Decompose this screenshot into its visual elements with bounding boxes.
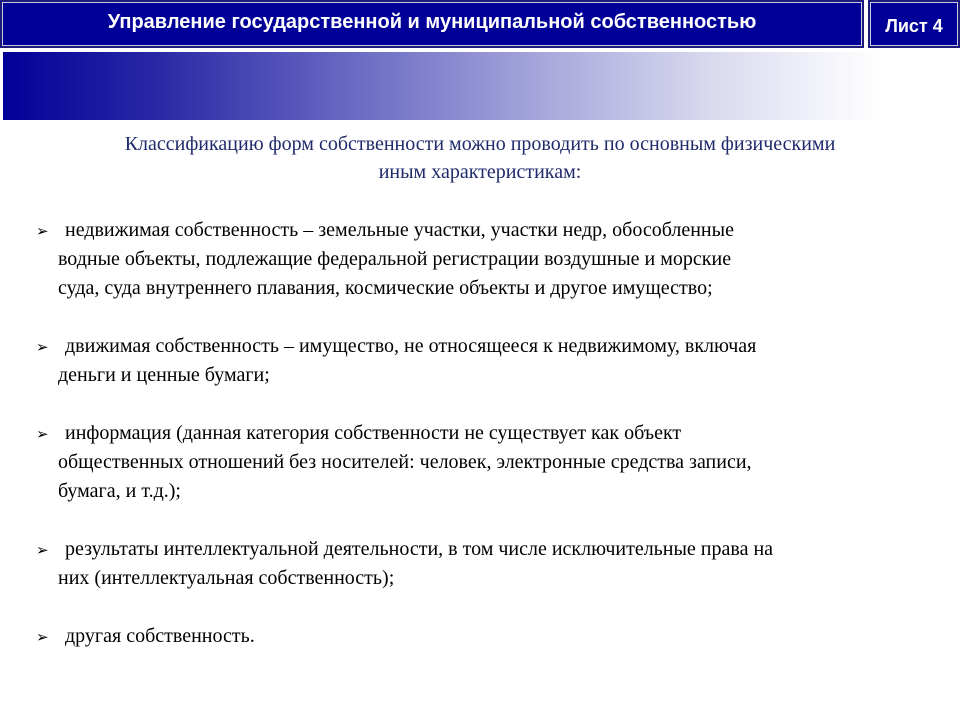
list-item-line: информация (данная категория собственности не существует как объект	[65, 422, 682, 444]
list-item-line: недвижимая собственность – земельные участки, участки недр, обособленные	[65, 219, 734, 241]
intro-line: иным характеристикам:	[378, 161, 582, 183]
arrowhead-bullet-icon: ➢	[36, 541, 49, 559]
list-item-line: другая собственность.	[65, 625, 255, 647]
arrowhead-bullet-icon: ➢	[36, 338, 49, 356]
list-item-text	[58, 535, 928, 593]
list-item	[36, 419, 936, 506]
intro-line: Классификацию форм собственности можно проводить по основным физическими	[124, 133, 836, 155]
list-item-line: водные объекты, подлежащие федеральной регистрации воздушные и морские	[58, 248, 732, 270]
decorative-gradient-band	[3, 52, 880, 120]
list-item-line: суда, суда внутреннего плавания, космические объекты и другое имущество;	[58, 277, 713, 299]
intro-paragraph	[40, 130, 920, 186]
title-bar	[0, 0, 864, 48]
list-item-line: движимая собственность – имущество, не относящееся к недвижимому, включая	[65, 335, 757, 357]
list-item-line: общественных отношений без носителей: человек, электронные средства записи,	[58, 451, 752, 473]
arrowhead-bullet-icon: ➢	[36, 628, 49, 646]
sheet-number-label: Лист 4	[885, 16, 943, 36]
list-item-text	[58, 332, 928, 390]
list-item-line: бумага, и т.д.);	[58, 480, 181, 502]
classification-list	[36, 216, 936, 681]
list-item-line: результаты интеллектуальной деятельности, в том числе исключительные права на	[65, 538, 774, 560]
arrowhead-bullet-icon: ➢	[36, 222, 49, 240]
list-item	[36, 535, 936, 593]
list-item	[36, 622, 936, 652]
arrowhead-bullet-icon: ➢	[36, 425, 49, 443]
sheet-number-badge	[868, 0, 960, 48]
list-item-line: деньги и ценные бумаги;	[58, 364, 270, 386]
list-item	[36, 216, 936, 303]
page-title: Управление государственной и муниципальной собственностью	[107, 10, 757, 33]
list-item-text	[58, 216, 928, 303]
list-item-line: них (интеллектуальная собственность);	[58, 567, 395, 589]
list-item	[36, 332, 936, 390]
list-item-text	[58, 622, 928, 651]
list-item-text	[58, 419, 928, 506]
